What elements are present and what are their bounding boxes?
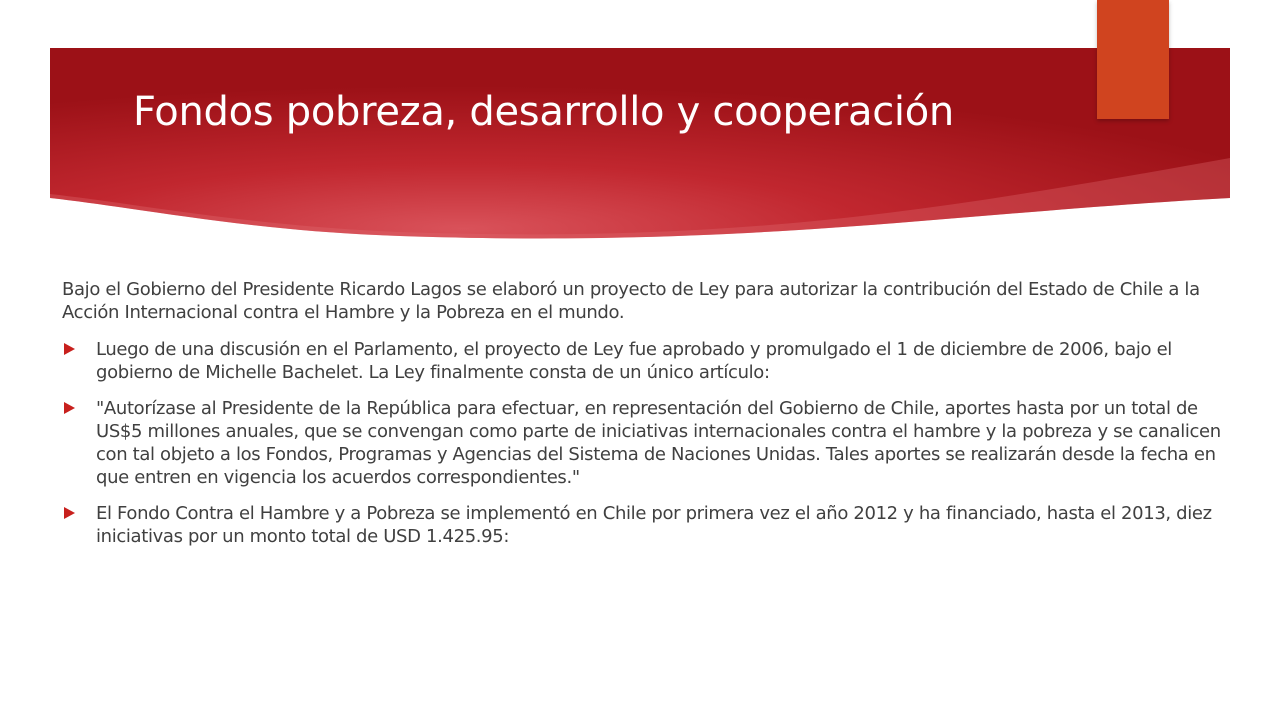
bullet-item xyxy=(62,502,1222,548)
triangle-right-icon xyxy=(64,402,75,414)
bullet-list xyxy=(62,338,1222,548)
bullet-text: El Fondo Contra el Hambre y a Pobreza se implementó en Chile por primera vez el año 2012 y ha financiado, hasta el 2013, diez iniciativas por un monto total de USD 1.425.95: xyxy=(96,503,1212,547)
slide-title: Fondos pobreza, desarrollo y cooperación xyxy=(133,89,954,135)
title-banner xyxy=(50,48,1230,240)
accent-tab xyxy=(1097,0,1169,119)
intro-paragraph: Bajo el Gobierno del Presidente Ricardo Lagos se elaboró un proyecto de Ley para autorizar la contribución del Estado de Chile a la Acción Internacional contra el Hambre y la Pobreza en el mundo. xyxy=(62,279,1200,323)
bullet-text: Luego de una discusión en el Parlamento, el proyecto de Ley fue aprobado y promulgado el 1 de diciembre de 2006, bajo el gobierno de Michelle Bachelet. La Ley finalmente consta de un único artículo: xyxy=(96,339,1172,383)
bullet-text: "Autorízase al Presidente de la República para efectuar, en representación del Gobierno de Chile, aportes hasta por un total de US$5 millones anuales, que se convengan como parte de iniciativas internacionales contra el hambre y la pobreza y se canalicen con tal objeto a los Fondos, Programas y Agencias del Sistema de Naciones Unidas. Tales aportes se realizarán desde la fecha en que entren en vigencia los acuerdos correspondientes." xyxy=(96,398,1221,488)
triangle-right-icon xyxy=(64,507,75,519)
bullet-item xyxy=(62,397,1222,489)
triangle-right-icon xyxy=(64,343,75,355)
bullet-item xyxy=(62,338,1222,384)
slide-body xyxy=(62,278,1222,561)
